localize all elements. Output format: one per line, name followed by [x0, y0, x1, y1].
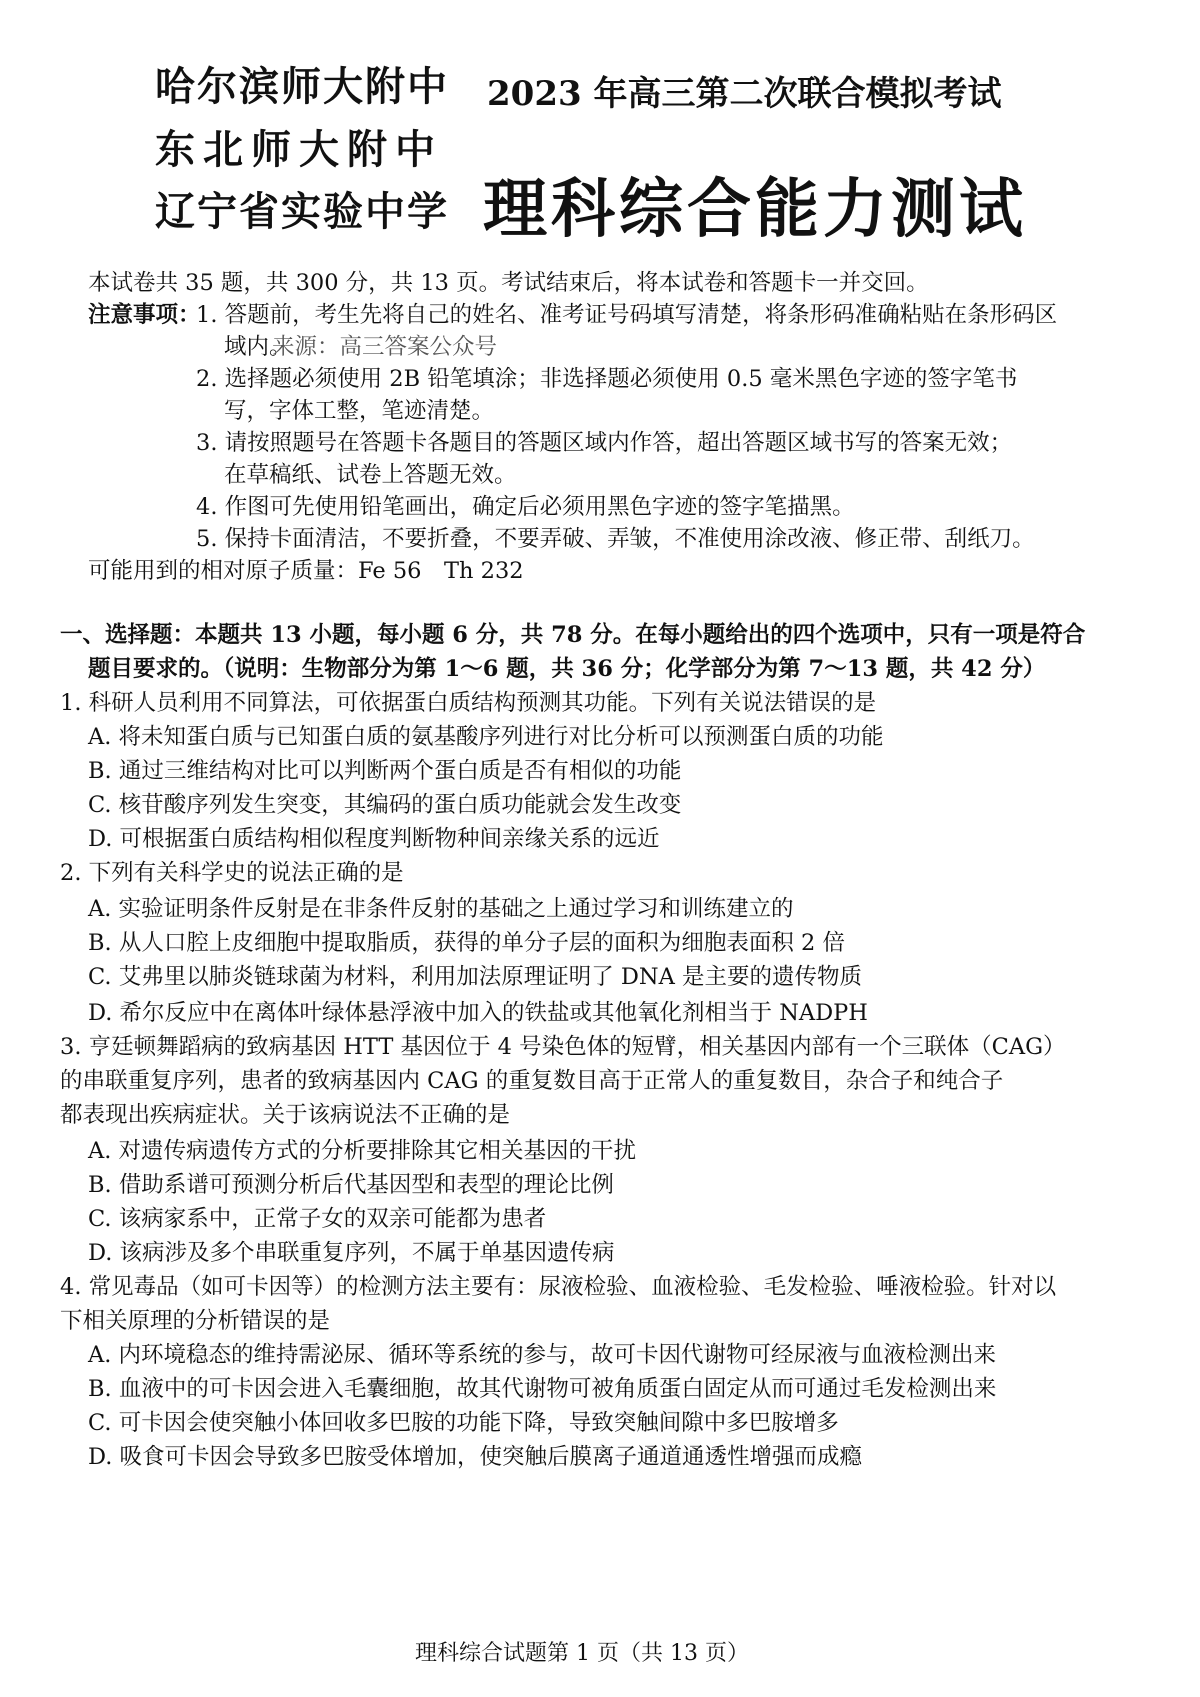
question-4-option-d: D. 吸食可卡因会导致多巴胺受体增加，使突触后膜离子通道通透性增强而成瘾 [88, 1444, 863, 1470]
school-name-2: 东北师大附中 [155, 126, 443, 173]
notes-item-2-cont: 写，字体工整，笔迹清楚。 [224, 398, 495, 424]
question-1-option-d: D. 可根据蛋白质结构相似程度判断物种间亲缘关系的远近 [88, 826, 660, 852]
notes-item-4: 4. 作图可先使用铅笔画出，确定后必须用黑色字迹的签字笔描黑。 [196, 494, 855, 520]
question-3-option-a: A. 对遗传病遗传方式的分析要排除其它相关基因的干扰 [88, 1138, 637, 1164]
question-2-option-a: A. 实验证明条件反射是在非条件反射的基础之上通过学习和训练建立的 [88, 896, 794, 922]
notes-item-1: 1. 答题前，考生先将自己的姓名、准考证号码填写清楚，将条形码准确粘贴在条形码区 [196, 302, 1058, 328]
section-heading-cont: 题目要求的。（说明：生物部分为第 1～6 题，共 36 分；化学部分为第 7～13 题，共 42 分） [88, 656, 1046, 682]
question-2-option-b: B. 从人口腔上皮细胞中提取脂质，获得的单分子层的面积为细胞表面积 2 倍 [88, 930, 845, 956]
question-3-option-c: C. 该病家系中，正常子女的双亲可能都为患者 [88, 1206, 547, 1232]
question-4-option-b: B. 血液中的可卡因会进入毛囊细胞，故其代谢物可被角质蛋白固定从而可通过毛发检测出来 [88, 1376, 997, 1402]
atomic-mass: 可能用到的相对原子质量：Fe 56 Th 232 [88, 558, 524, 584]
question-3-stem-2: 的串联重复序列，患者的致病基因内 CAG 的重复数目高于正常人的重复数目，杂合子和纯合子 [60, 1068, 1004, 1094]
question-3-option-d: D. 该病涉及多个串联重复序列，不属于单基因遗传病 [88, 1240, 615, 1266]
question-1-stem: 1. 科研人员利用不同算法，可依据蛋白质结构预测其功能。下列有关说法错误的是 [60, 690, 877, 716]
notes-label: 注意事项： [88, 302, 201, 328]
question-1-option-c: C. 核苷酸序列发生突变，其编码的蛋白质功能就会发生改变 [88, 792, 682, 818]
question-2-stem: 2. 下列有关科学史的说法正确的是 [60, 860, 404, 886]
intro-text: 本试卷共 35 题，共 300 分，共 13 页。考试结束后，将本试卷和答题卡一并交回。 [88, 270, 929, 296]
question-4-stem-2: 下相关原理的分析错误的是 [60, 1308, 331, 1334]
question-3-stem-3: 都表现出疾病症状。关于该病说法不正确的是 [60, 1102, 511, 1128]
notes-item-1-cont: 域内。 [224, 334, 292, 360]
question-4-stem-1: 4. 常见毒品（如可卡因等）的检测方法主要有：尿液检验、血液检验、毛发检验、唾液检验。针对以 [60, 1274, 1057, 1300]
question-1-option-a: A. 将未知蛋白质与已知蛋白质的氨基酸序列进行对比分析可以预测蛋白质的功能 [88, 724, 884, 750]
notes-item-5: 5. 保持卡面清洁，不要折叠，不要弄破、弄皱，不准使用涂改液、修正带、刮纸刀。 [196, 526, 1035, 552]
question-4-option-a: A. 内环境稳态的维持需泌尿、循环等系统的参与，故可卡因代谢物可经尿液与血液检测出来 [88, 1342, 997, 1368]
notes-item-3-cont: 在草稿纸、试卷上答题无效。 [224, 462, 517, 488]
notes-item-2: 2. 选择题必须使用 2B 铅笔填涂；非选择题必须使用 0.5 毫米黑色字迹的签字笔书 [196, 366, 1018, 392]
question-2-option-d: D. 希尔反应中在离体叶绿体悬浮液中加入的铁盐或其他氧化剂相当于 NADPH [88, 1000, 868, 1026]
question-3-stem-1: 3. 亨廷顿舞蹈病的致病基因 HTT 基因位于 4 号染色体的短臂，相关基因内部有一个三联体（CAG） [60, 1034, 1066, 1060]
school-name-3: 辽宁省实验中学 [155, 188, 449, 235]
notes-item-3: 3. 请按照题号在答题卡各题目的答题区域内作答，超出答题区域书写的答案无效； [196, 430, 1013, 456]
question-3-option-b: B. 借助系谱可预测分析后代基因型和表型的理论比例 [88, 1172, 614, 1198]
school-name-1: 哈尔滨师大附中 [155, 63, 449, 110]
subject-title: 理科综合能力测试 [483, 172, 1027, 247]
question-1-option-b: B. 通过三维结构对比可以判断两个蛋白质是否有相似的功能 [88, 758, 682, 784]
exam-title: 2023 年高三第二次联合模拟考试 [487, 74, 1002, 114]
source-note: 来源：高三答案公众号 [272, 334, 498, 360]
question-2-option-c: C. 艾弗里以肺炎链球菌为材料，利用加法原理证明了 DNA 是主要的遗传物质 [88, 964, 862, 990]
question-4-option-c: C. 可卡因会使突触小体回收多巴胺的功能下降，导致突触间隙中多巴胺增多 [88, 1410, 839, 1436]
page-footer: 理科综合试题第 1 页（共 13 页） [415, 1641, 749, 1666]
section-heading: 一、选择题：本题共 13 小题，每小题 6 分，共 78 分。在每小题给出的四个选项中，只有一项是符合 [60, 622, 1086, 648]
